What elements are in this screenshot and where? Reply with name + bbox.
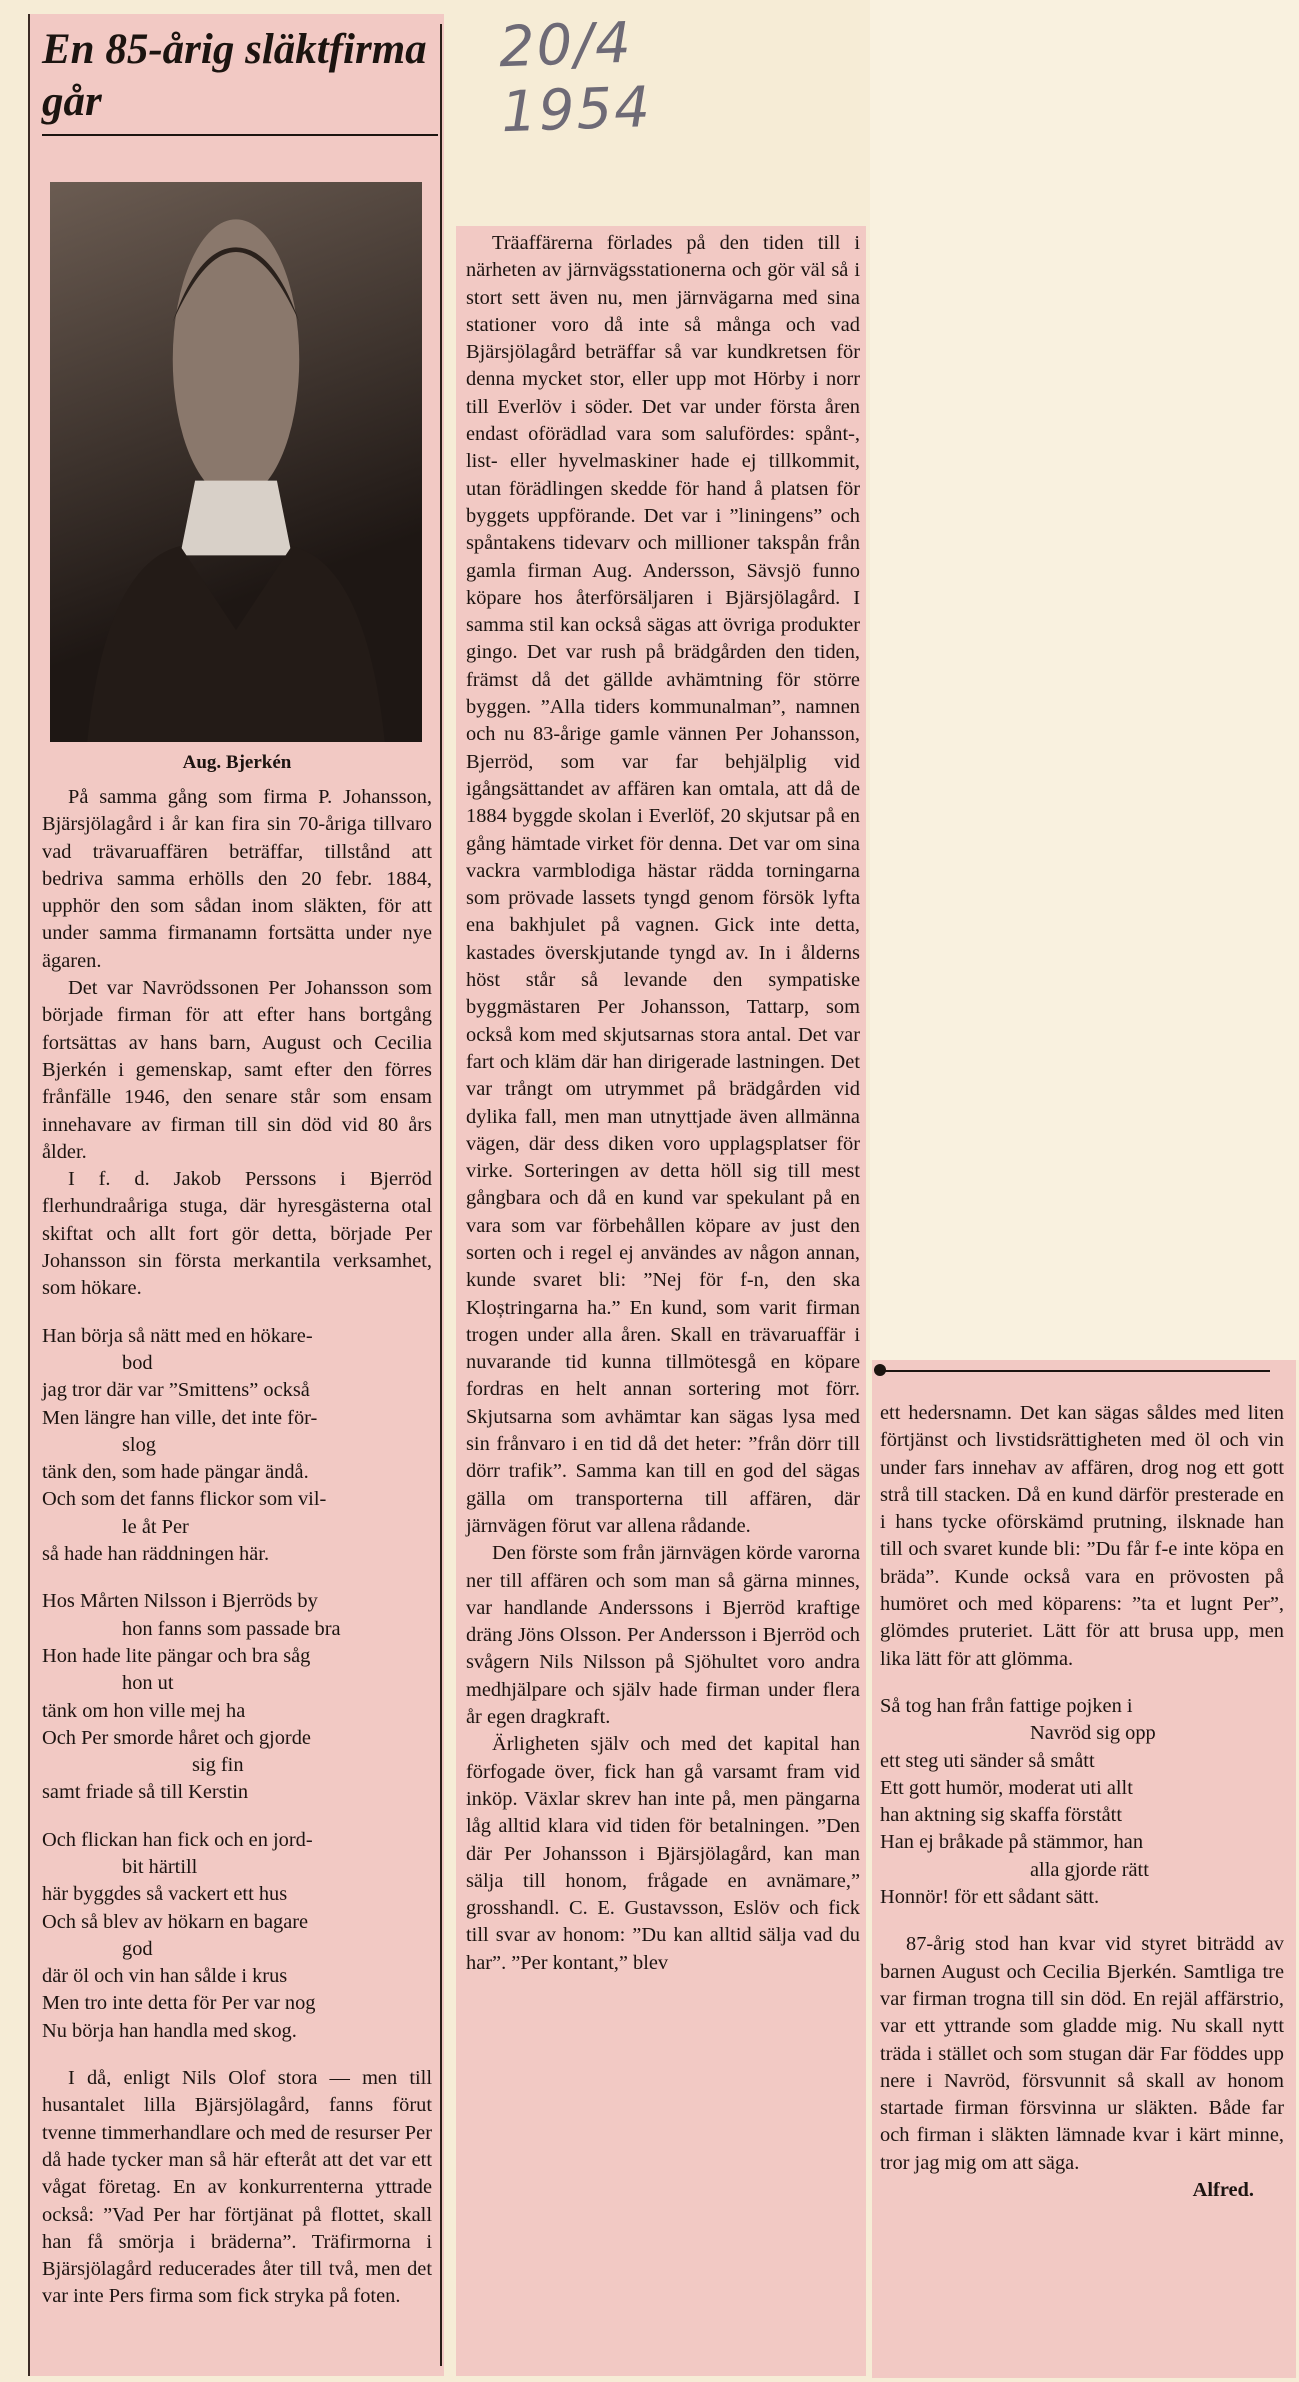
paragraph: ett hedersnamn. Det kan sägas såldes med liten förtjänst och livstidsrättigheten med öl och vin under fars innehav av affären, drog nog ett gott strå till stacken. Då en kund därför presterade en i hans tycke oförskämd prutning, ilsknade han till och svaret kunde bli: ”Du får f-e inte köpa en bräda”. Kunde också vara en prövosten på humöret och med köparens: ”ta et lugnt Per”, glömdes pruteriet. Lätt för att brusa upp, men lika lätt för att glömma. <box>880 1402 1284 1670</box>
verse-line: Men tro inte detta för Per var nog <box>42 1992 316 2015</box>
verse-line: Navröd sig opp <box>1030 1722 1156 1745</box>
verse-4 <box>880 1693 1284 1911</box>
paragraph: I då, enligt Nils Olof stora — men till husantalet lilla Bjärsjölagård, fanns förut tvenne timmerhandlare och med de resurser Per då hade tycker man så här efteråt att det var ett vågat företag. En av konkurrenterna yttrade också: ”Vad Per har förtjänat på flottet, skall han få smörja i bräderna”. Träfirmorna i Bjärsjölagård reducerades åter till två, men det var inte Pers firma som fick stryka på foten. <box>42 2067 432 2308</box>
verse-line: Hos Mårten Nilsson i Bjerröds by <box>42 1590 318 1613</box>
paragraph: Träaffärerna förlades på den tiden till i närheten av järnvägsstationerna och gör väl så i stort sett även nu, men järnvägarna med sina stationer voro då inte så många och vad Bjärsjölagård beträffar så var kundkretsen för denna mycket stor, eller upp mot Hörby i norr till Everlöv i söder. Det var under första åren endast oförädlad vara som salufördes: spånt-, list- eller hyvelmaskiner hade ej tillkommit, utan förädlingen skedde för hand å platsen för byggets uppförande. Det var i ”liningens” och spåntakens tidevarv och millioner takspån från gamla firman Aug. Andersson, Sävsjö funno köpare hos återförsäljaren i Bjärsjölagård. I samma stil kan också sägas att övriga produkter gingo. Det var rush på brädgården den tiden, främst då det gällde avhämtning för större byggen. ”Alla tiders kommunalman”, namnen och nu 83-årige gamle vännen Per Johansson, Bjerröd, som var far behjälplig vid igångsättandet av affären kan omtala, att då de 1884 byggde skolan i Everlöf, 20 skjutsar på en gång hämtade virket för denna. Det var om sina vackra varmblodiga hästar rädda torningarna som prövade lassets tyngd genom försök lyfta ena bakhjulet på vagnen. Gick inte detta, kastades överskjutande tyngd av. In i ålderns höst står så levande den sympatiske byggmästaren Per Johansson, Tattarp, som också kom med skjutsarnas stora antal. Det var fart och kläm där han dirigerade lastningen. Det var trångt om utrymmet på brädgården vid dylika fall, men man utnyttjade även allmänna vägen, där dess diken voro upplagsplatser för virke. Sorteringen av detta höll sig till mest gångbara och då en kund var spekulant på en vara som var förbehållen köpare av just den sorten och i regel ej användes av någon annan, kunde svaret bli: ”Nej för f-n, den ska Kloștringarna ha.” En kund, som varit firman trogen under alla åren. Skall en trävaruaffär i nuvarande tid kunna tillmötesgå en köpare fordras en helt annan sortering mot förr. Skjutsarna som avhämtar kan sägas lysa med sin frånvaro i en tid då det heter: ”från dörr till dörr trafik”. Samma kan till en god del sägas gälla om transporterna till affären, där järnvägen förut var allena rådande. <box>466 232 860 1537</box>
clipping-right-column <box>872 1360 1296 2378</box>
verse-1 <box>42 1323 432 1569</box>
verse-line: bit härtill <box>122 1855 198 1878</box>
verse-line: hon fanns som passade bra <box>122 1617 341 1640</box>
paragraph: I f. d. Jakob Perssons i Bjerröd flerhundraåriga stuga, där hyresgästerna otal skiftat och allt fort gör detta, började Per Johansson sin första merkantila verksamhet, som hökare. <box>42 1168 432 1300</box>
verse-line: alla gjorde rätt <box>1030 1858 1149 1881</box>
verse-line: jag tror där var ”Smittens” också <box>42 1379 310 1402</box>
verse-line: här byggdes så vackert ett hus <box>42 1883 288 1906</box>
signature: Alfred. <box>1192 2179 1254 2202</box>
verse-line: samt friade så till Kerstin <box>42 1781 249 1804</box>
paragraph: 87-årig stod han kvar vid styret biträdd av barnen August och Cecilia Bjerkén. Samtliga tre var firman trogna till sin död. En rejäl affärstrio, var ett yttrande som gladde mig. Nu skall nytt träda i stället och som stugan där Far föddes upp nere i Navröd, försvunnit så skall av honom startade firman försvinna ur släkten. Både far och firman i släkten lämnade kvar i kärt minne, tror jag mig om att säga. <box>880 1933 1284 2174</box>
verse-line: ett steg uti sänder så smått <box>880 1749 1095 1772</box>
bullet-dot <box>874 1364 886 1376</box>
verse-line: Han ej bråkade på stämmor, han <box>880 1831 1144 1854</box>
verse-line: Nu börja han handla med skog. <box>42 2019 297 2042</box>
verse-3 <box>42 1827 432 2045</box>
verse-line: tänk om hon ville mej ha <box>42 1699 246 1722</box>
verse-line: Ett gott humör, moderat uti allt <box>880 1776 1133 1799</box>
verse-line: Men längre han ville, det inte för- <box>42 1406 318 1429</box>
left-body <box>42 784 432 2311</box>
verse-line: le åt Per <box>122 1515 189 1538</box>
verse-line: så hade han räddningen här. <box>42 1543 270 1566</box>
clipping-left-column <box>28 14 444 2376</box>
verse-line: god <box>122 1937 153 1960</box>
verse-2 <box>42 1588 432 1806</box>
verse-line: slog <box>122 1433 156 1456</box>
scan-background <box>870 0 1299 1360</box>
paragraph: På samma gång som firma P. Johansson, Bjärsjölagård i år kan fira sin 70-åriga tillvaro vad trävaruaffären beträffar, tillstånd att bedriva samma erhölls den 20 febr. 1884, upphör den som sådan inom släkten, för att under samma firmanamn fortsätta under nye ägaren. <box>42 786 432 972</box>
paragraph: Det var Navrödssonen Per Johansson som började firman för att efter hans bortgång fortsättas av hans barn, August och Cecilia Bjerkén i gemenskap, samt efter den förres frånfälle 1946, den senare står som ensam innehavare av firman till sin död vid 80 års ålder. <box>42 977 432 1163</box>
paragraph: Den förste som från järnvägen körde varorna ner till affären och som man så gärna minnes, var handlande Anderssons i Bjerröd kraftige dräng Jöns Olsson. Per Andersson i Bjerröd och svågern Nils Nilsson på Sjöhultet voro andra medhjälpare och själv hade firman under flera år egen dragkraft. <box>466 1542 860 1729</box>
verse-line: Hon hade lite pängar och bra såg <box>42 1644 311 1667</box>
verse-line: hon ut <box>122 1672 174 1695</box>
verse-line: Honnör! för ett sådant sätt. <box>880 1886 1100 1909</box>
verse-line: där öl och vin han sålde i krus <box>42 1965 288 1988</box>
verse-line: Så tog han från fattige pojken i <box>880 1694 1133 1717</box>
middle-body <box>466 230 860 1977</box>
section-rule <box>878 1370 1270 1372</box>
handwritten-date: 20/4 1954 <box>497 10 653 146</box>
verse-line: sig fin <box>192 1754 244 1777</box>
headline: En 85-årig släktfirma går <box>42 24 438 136</box>
verse-line: han aktning sig skaffa förstått <box>880 1804 1122 1827</box>
right-body <box>880 1400 1284 2204</box>
verse-line: Och flickan han fick och en jord- <box>42 1828 313 1851</box>
verse-line: tänk den, som hade pängar ändå. <box>42 1461 309 1484</box>
clipping-middle-column <box>456 226 866 2376</box>
verse-line: Och så blev av hökarn en bagare <box>42 1910 309 1933</box>
column-rule <box>440 24 442 2366</box>
verse-line: bod <box>122 1351 153 1374</box>
verse-line: Han börja så nätt med en hökare- <box>42 1324 313 1347</box>
photo-caption: Aug. Bjerkén <box>182 752 292 773</box>
verse-line: Och som det fanns flickor som vil- <box>42 1488 327 1511</box>
portrait-photo <box>50 182 422 742</box>
paragraph: Ärligheten själv och med det kapital han förfogade över, fick han gå varsamt fram vid inköp. Växlar skrev han inte på, men pängarna låg alltid klara vid tiden för betalningen. ”Den där Per Johansson i Bjärsjölagård, kan man sälja till honom, frågade en avnämare,” grosshandl. C. E. Gustavsson, Eslöv och fick till svar av honom: ”Du kan alltid sälja vad du har”. ”Per kontant,” blev <box>466 1733 860 1974</box>
verse-line: Och Per smorde håret och gjorde <box>42 1726 311 1749</box>
portrait-figure <box>50 182 422 742</box>
